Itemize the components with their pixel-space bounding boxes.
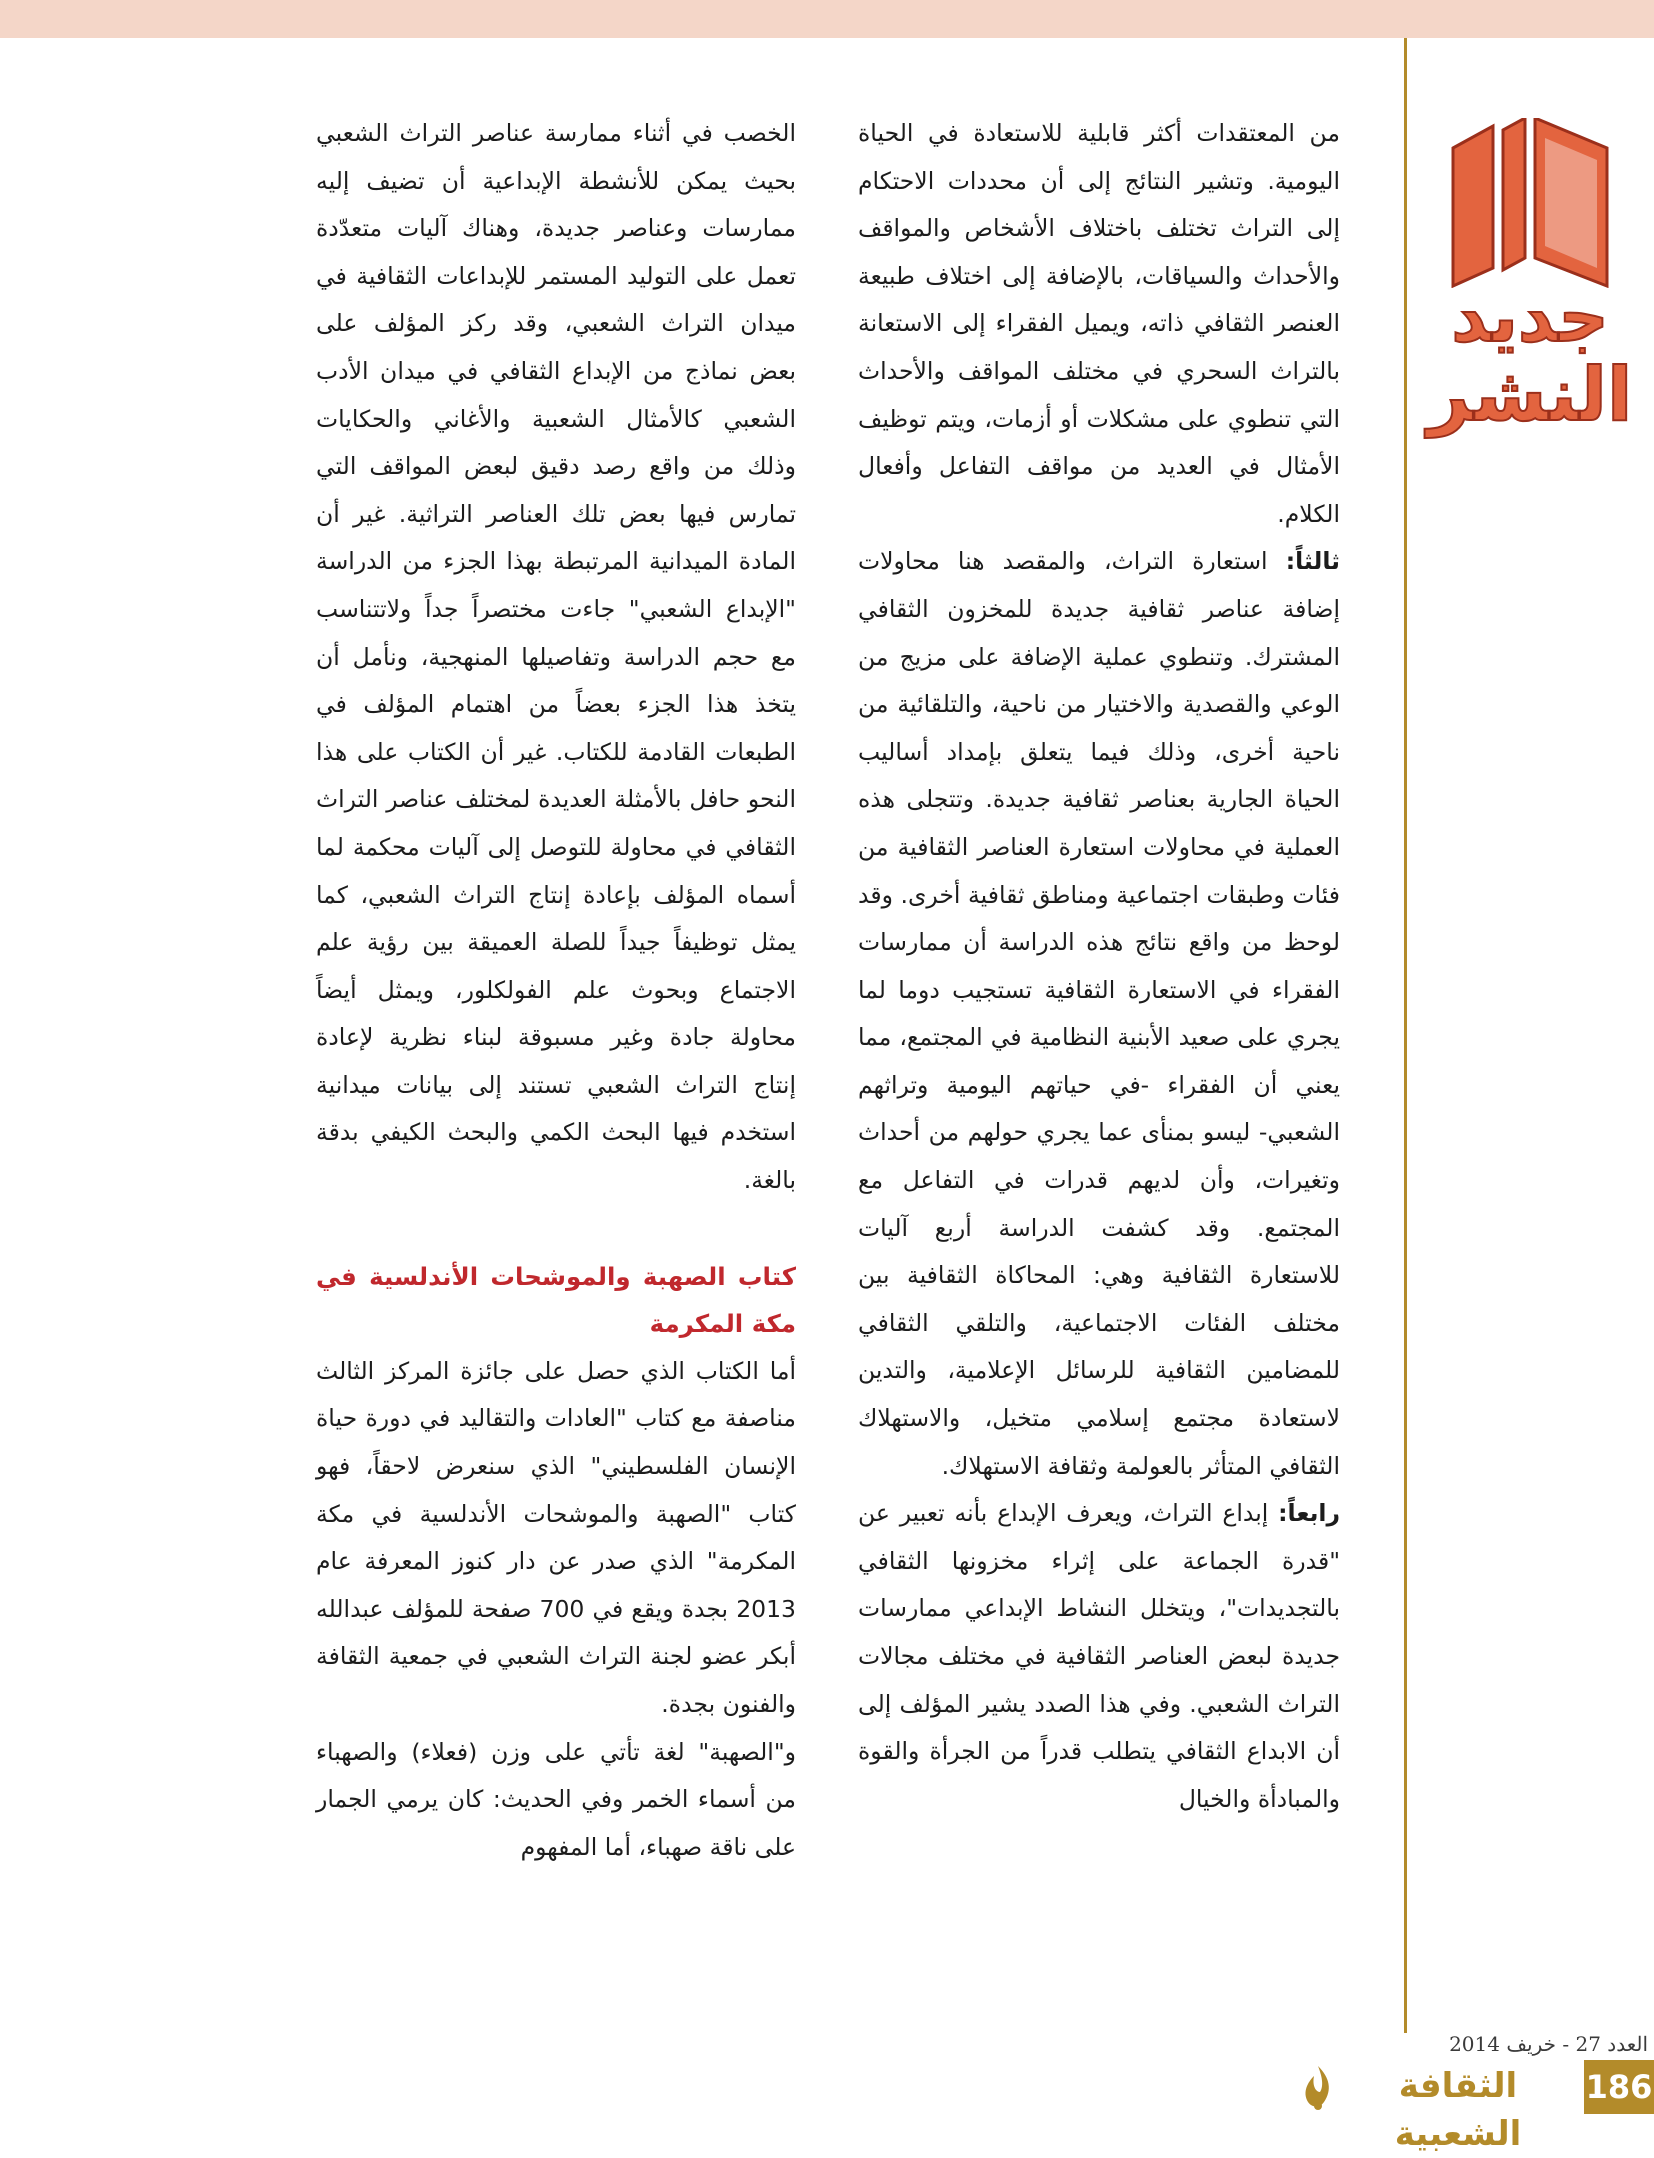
section-spacer [316, 1205, 796, 1253]
paragraph: الخصب في أثناء ممارسة عناصر التراث الشعبي بحيث يمكن للأنشطة الإبداعية أن تضيف إليه ممارسات وعناصر جديدة، وهناك آليات متعدّدة تعمل على التوليد المستمر للإبداعات الثقافية في ميدان التراث الشعبي، وقد ركز المؤلف على بعض نماذج من الإبداع الثقافي في ميدان الأدب الشعبي كالأمثال الشعبية والأغاني والحكايات وذلك من واقع رصد دقيق لبعض المواقف التي تمارس فيها بعض تلك العناصر التراثية. غير أن المادة الميدانية المرتبطة بهذا الجزء من الدراسة "الإبداع الشعبي" جاءت مختصراً جداً ولاتتناسب مع حجم الدراسة وتفاصيلها المنهجية، ونأمل أن يتخذ هذا الجزء بعضاً من اهتمام المؤلف في الطبعات القادمة للكتاب. غير أن الكتاب على هذا النحو حافل بالأمثلة العديدة لمختلف عناصر التراث الثقافي في محاولة للتوصل إلى آليات محكمة لما أسماه المؤلف بإعادة إنتاج التراث الشعبي، كما يمثل توظيفاً جيداً للصلة العميقة بين رؤية علم الاجتماع وبحوث علم الفولكلور، ويمثل أيضاً محاولة جادة وغير مسبوقة لبناء نظرية لإعادة إنتاج التراث الشعبي تستند إلى بيانات ميدانية استخدم فيها البحث الكمي والبحث الكيفي بدقة بالغة. [316, 119, 796, 1195]
paragraph [858, 538, 1340, 1490]
paragraph-text: من المعتقدات أكثر قابلية للاستعادة في الحياة اليومية. وتشير النتائج إلى أن محددات الاحتكام إلى التراث تختلف باختلاف الأشخاص والمواقف والأحداث والسياقات، بالإضافة إلى اختلاف طبيعة العنصر الثقافي ذاته، ويميل الفقراء إلى الاستعانة بالتراث السحري في مختلف المواقف والأحداث التي تنطوي على مشكلات أو أزمات، ويتم توظيف الأمثال في العديد من مواقف التفاعل وأفعال الكلام. [858, 119, 1340, 528]
paragraph [858, 110, 1340, 538]
magazine-name: الثقافة الشعبية [1394, 2066, 1522, 2154]
paragraph-lead: ثالثاً: [1285, 547, 1340, 576]
section-heading: كتاب الصهبة والموشحات الأندلسية في مكة المكرمة [316, 1261, 796, 1339]
paragraph-text: إبداع التراث، ويعرف الإبداع بأنه تعبير عن "قدرة الجماعة على إثراء مخزونها الثقافي بالتجديدات"، ويتخلل النشاط الإبداعي ممارسات جديدة لبعض العناصر الثقافية في مختلف مجالات التراث الشعبي. وفي هذا الصدد يشير المؤلف إلى أن الابداع الثقافي يتطلب قدراً من الجرأة والقوة والمبادأة والخيال [858, 1499, 1340, 1813]
section-logo [1425, 118, 1635, 438]
top-color-band [0, 0, 1654, 38]
paragraph: أما الكتاب الذي حصل على جائزة المركز الثالث مناصفة مع كتاب "العادات والتقاليد في دورة حياة الإنسان الفلسطيني" الذي سنعرض لاحقاً، فهو كتاب "الصهبة والموشحات الأندلسية في مكة المكرمة" الذي صدر عن دار كنوز المعرفة عام 2013 بجدة ويقع في 700 صفحة للمؤلف عبدالله أبكر عضو لجنة التراث الشعبي في جمعية الثقافة والفنون بجدة. [316, 1356, 796, 1718]
right-text-column [858, 110, 1340, 1823]
left-text-column [316, 110, 796, 1871]
sidebar-divider-rule [1404, 38, 1407, 2033]
flame-emblem-icon [1298, 2062, 1338, 2112]
page-number: 186 [1584, 2060, 1654, 2114]
paragraph-text: استعارة التراث، والمقصد هنا محاولات إضافة عناصر ثقافية جديدة للمخزون الثقافي المشترك. وتنطوي عملية الإضافة على مزيج من الوعي والقصدية والاختيار من ناحية، والتلقائية من ناحية أخرى، وذلك فيما يتعلق بإمداد أساليب الحياة الجارية بعناصر ثقافية جديدة. وتتجلى هذه العملية في محاولات استعارة العناصر الثقافية من فئات وطبقات اجتماعية ومناطق ثقافية أخرى. وقد لوحظ من واقع نتائج هذه الدراسة أن ممارسات الفقراء في الاستعارة الثقافية تستجيب دوما لما يجري على صعيد الأبنية النظامية في المجتمع، مما يعني أن الفقراء -في حياتهم اليومية وتراثهم الشعبي- ليسو بمنأى عما يجري حولهم من أحداث وتغيرات، وأن لديهم قدرات في التفاعل مع المجتمع. وقد كشفت الدراسة أربع آليات للاستعارة الثقافية وهي: المحاكاة الثقافية بين مختلف الفئات الاجتماعية، والتلقي الثقافي للمضامين الثقافية للرسائل الإعلامية، والتدين لاستعادة مجتمع إسلامي متخيل، والاستهلاك الثقافي المتأثر بالعولمة وثقافة الاستهلاك. [858, 547, 1340, 1480]
magazine-logo [1298, 2058, 1580, 2154]
paragraph: و"الصهبة" لغة تأتي على وزن (فعلاء) والصهباء من أسماء الخمر وفي الحديث: كان يرمي الجمار على ناقة صهباء، أما المفهوم [316, 1737, 796, 1861]
paragraph-lead: رابعاً: [1278, 1499, 1340, 1528]
logo-word-publishing: النشر [1427, 352, 1633, 438]
issue-info: العدد 27 - خريف 2014 [1449, 2032, 1648, 2056]
paragraph [858, 1490, 1340, 1823]
logo-word-new: جديد [1451, 276, 1609, 358]
open-book-icon [1425, 118, 1635, 288]
